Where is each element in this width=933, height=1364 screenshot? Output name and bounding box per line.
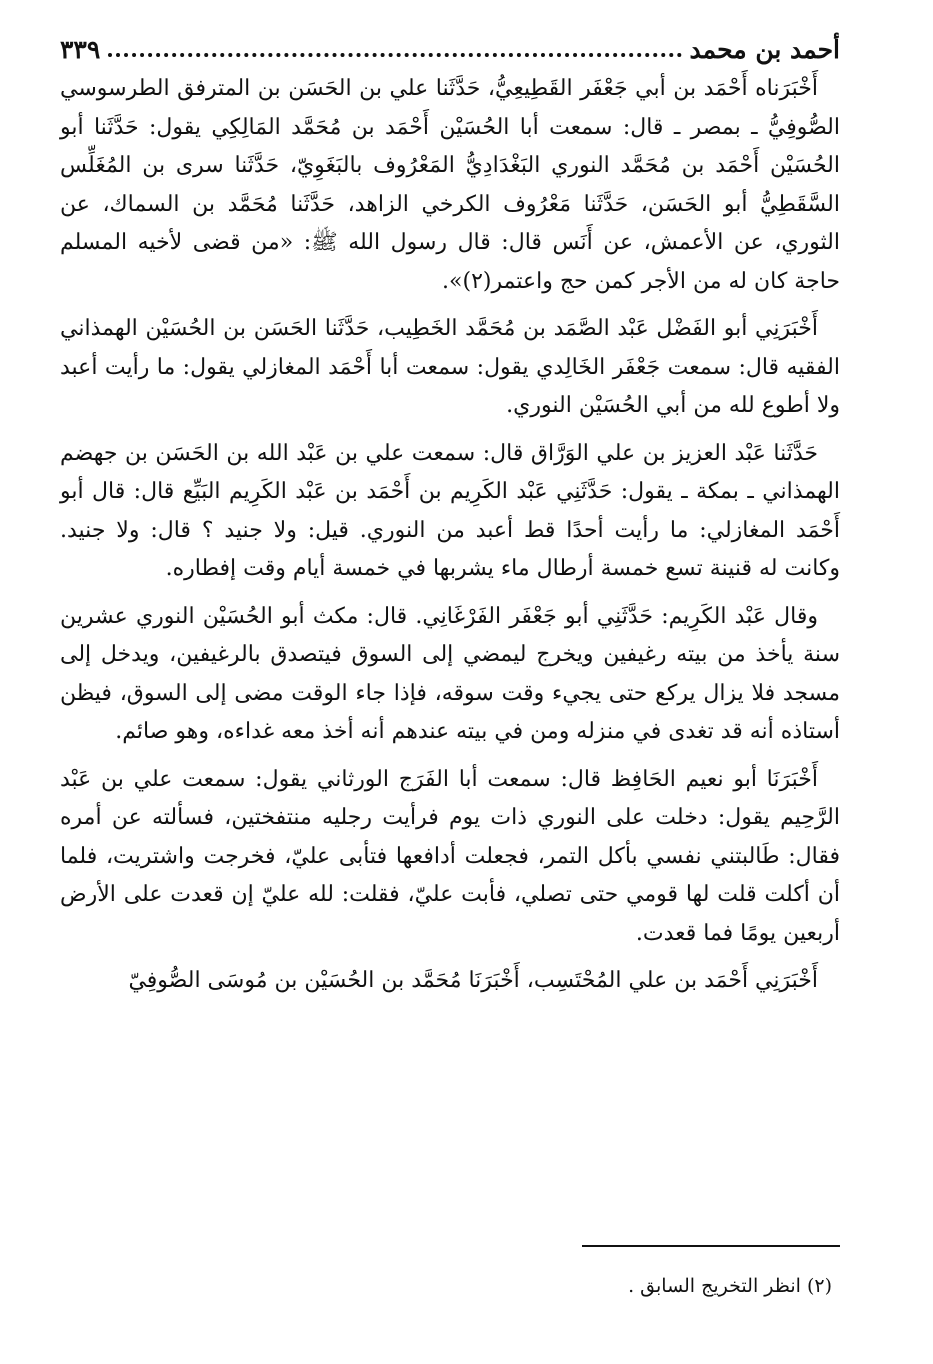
book-page bbox=[60, 0, 840, 1364]
paragraph-5: أَخْبَرَنَا أبو نعيم الحَافِظ قال: سمعت أبا الفَرَج الورثاني يقول: سمعت علي بن عَبْد الرَّحِيم يقول: دخلت على النوري ذات يوم فرأيت رجليه منتفختين، فسألته عن أمره فقال: طَالبتني نفسي بأكل التمر، فجعلت أدافعها فتأبى عليّ، فخرجت واشتريت، فلما أن أكلت قلت لها قومي حتى تصلي، فأبت عليّ، فقلت: لله عليّ إن قعدت على الأرض أربعين يومًا فما قعدت. bbox=[60, 766, 840, 946]
body-text bbox=[60, 70, 840, 1010]
page-number: ٣٣٩ bbox=[60, 34, 101, 64]
footnote-divider bbox=[582, 1245, 840, 1247]
paragraph-1: أَخْبَرَناه أَحْمَد بن أبي جَعْفَر القَطِيعِيُّ، حَدَّثَنا علي بن الحَسَن بن المترفق الطرسوسي الصُّوفِيُّ ـ بمصر ـ قال: سمعت أبا الحُسَيْن أَحْمَد بن مُحَمَّد المَالِكِي يقول: حَدَّثَنا أبو الحُسَيْن أَحْمَد بن مُحَمَّد النوري البَغْدَادِيُّ المَعْرُوف بالبَغَوِيّ، حَدَّثَنا سرى بن المُغَلِّس السَّقَطِيُّ أبو الحَسَن، حَدَّثَنا مَعْرُوف الكرخي الزاهد، حَدَّثَنا مُحَمَّد بن السماك، عن الثوري، عن الأعمش، عن أَنَس قال: قال رسول الله ﷺ: «من قضى لأخيه المسلم حاجة كان له من الأجر كمن حج واعتمر(٢)». bbox=[60, 76, 840, 294]
footnote: (٢) انظر التخريج السابق . bbox=[628, 1275, 832, 1297]
paragraph-3: حَدَّثَنا عَبْد العزيز بن علي الوَرَّاق قال: سمعت علي بن عَبْد الله بن الحَسَن بن جهضم الهمذاني ـ بمكة ـ يقول: حَدَّثَنِي عَبْد الكَرِيم بن أَحْمَد بن عَبْد الكَرِيم البَيِّع قال: قال أبو أَحْمَد المغازلي: ما رأيت أحدًا قط أعبد من النوري. قيل: ولا جنيد ؟ قال: ولا جنيد. وكانت له قنينة تسع خمسة أرطال ماء يشربها في خمسة أيام وقت إفطاره. bbox=[60, 440, 840, 581]
paragraph-4: وقال عَبْد الكَرِيم: حَدَّثَنِي أبو جَعْفَر الفَرْغَانِي. قال: مكث أبو الحُسَيْن النوري عشرين سنة يأخذ من بيته رغيفين ويخرج ليمضي إلى السوق فيتصدق بالرغيفين، ويدخل إلى مسجد فلا يزال يركع حتى يجيء وقت سوقه، فإذا جاء الوقت مضى إلى السوق، فيظن أستاذه أنه قد تغدى في منزله ومن في بيته عندهم أنه أخذ معه غداءه، وهو صائم. bbox=[60, 603, 840, 744]
running-header bbox=[60, 32, 840, 66]
paragraph-2: أَخْبَرَنِي أبو الفَضْل عَبْد الصَّمَد بن مُحَمَّد الخَطِيب، حَدَّثَنا الحَسَن بن الحُسَيْن الهمذاني الفقيه قال: سمعت جَعْفَر الخَالِدي يقول: سمعت أبا أَحْمَد المغازلي يقول: ما رأيت أعبد ولا أطوع لله من أبي الحُسَيْن النوري. bbox=[60, 316, 840, 418]
paragraph-6: أَخْبَرَنِي أَحْمَد بن علي المُحْتَسِب، أَخْبَرَنَا مُحَمَّد بن الحُسَيْن بن مُوسَى الصُّوفِيّ bbox=[128, 968, 818, 993]
header-title: أحمد بن محمد bbox=[689, 34, 840, 64]
header-dot-leader bbox=[108, 41, 681, 57]
